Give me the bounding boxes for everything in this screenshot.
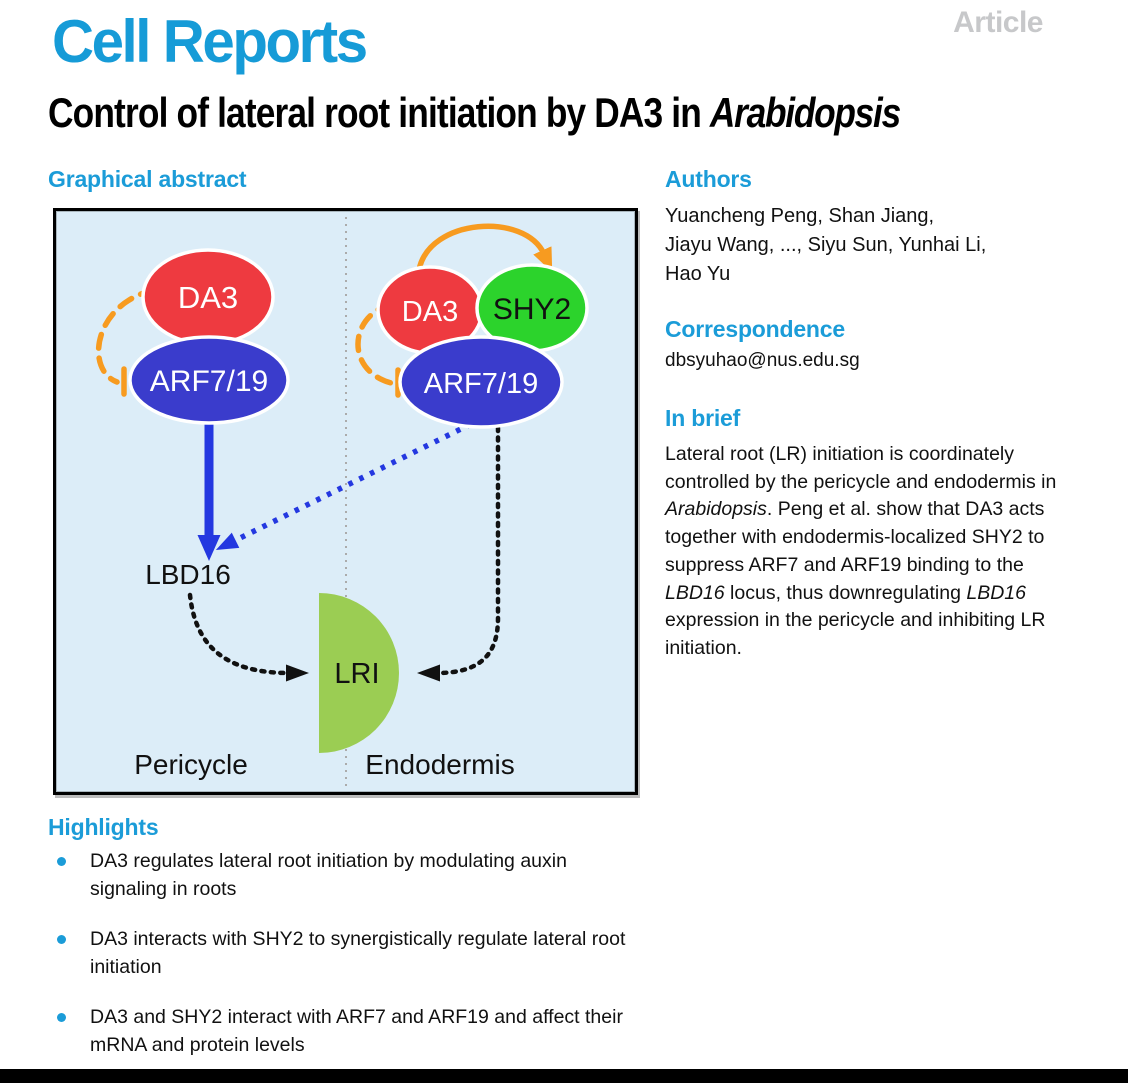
graphical-abstract-heading: Graphical abstract [48, 166, 247, 192]
arf-left-label: ARF7/19 [149, 365, 269, 398]
author-names [665, 202, 1089, 289]
highlight-text: DA3 regulates lateral root initiation by modulating auxin signaling in roots [90, 850, 567, 900]
brief-part: expression in the pericycle and inhibiting LR initiation. [665, 609, 1046, 659]
lbd16-label: LBD16 [145, 559, 231, 590]
highlight-text: DA3 interacts with SHY2 to synergistically regulate lateral root initiation [90, 928, 626, 978]
correspondence-heading: Correspondence [665, 316, 845, 342]
endodermis-to-lri-dotted-arrow [437, 428, 498, 673]
graphical-abstract-figure [53, 208, 638, 795]
da3-shy2-interaction-arrow [419, 226, 544, 270]
arf-right-to-lbd16-dotted-arrow [232, 424, 471, 542]
da3-right-label: DA3 [401, 296, 459, 328]
highlight-item [48, 1004, 648, 1059]
highlight-item [48, 926, 648, 981]
article-type-label: Article [953, 6, 1043, 39]
bullet-icon [57, 857, 66, 866]
highlight-item [48, 848, 648, 903]
in-brief-text [665, 441, 1085, 663]
brief-part: . Peng et al. show that DA3 acts together with endodermis-localized SHY2 to suppress ARF7 and ARF19 binding to the [665, 498, 1045, 576]
info-column [665, 166, 1089, 663]
pericycle-label: Pericycle [134, 749, 248, 780]
brief-italic-gene: LBD16 [966, 581, 1026, 604]
endodermis-label: Endodermis [365, 749, 515, 780]
brief-part: locus, thus downregulating [724, 581, 967, 604]
in-brief-heading: In brief [665, 405, 741, 431]
da3-left-label: DA3 [177, 280, 239, 315]
author-line: Hao Yu [665, 263, 731, 285]
highlights-heading: Highlights [48, 814, 159, 840]
authors-heading: Authors [665, 166, 752, 192]
brief-italic-gene: LBD16 [665, 581, 725, 604]
correspondence-email: dbsyuhao@nus.edu.sg [665, 350, 860, 371]
paper-title [48, 90, 900, 136]
brief-italic-species: Arabidopsis [665, 498, 767, 521]
bullet-icon [57, 1013, 66, 1022]
footer-bar [0, 1069, 1128, 1083]
author-line: Yuancheng Peng, Shan Jiang, [665, 205, 935, 227]
arf-right-label: ARF7/19 [423, 368, 539, 400]
author-line: Jiayu Wang, ..., Siyu Sun, Yunhai Li, [665, 234, 987, 256]
pathway-diagram [57, 212, 634, 791]
journal-logo: Cell Reports [52, 8, 366, 75]
lri-label: LRI [334, 658, 380, 690]
title-species-italic: Arabidopsis [709, 89, 900, 136]
bullet-icon [57, 935, 66, 944]
lbd16-to-lri-dotted-arrow [190, 595, 289, 673]
brief-part: Lateral root (LR) initiation is coordinately controlled by the pericycle and endodermis in [665, 443, 1057, 493]
title-text: Control of lateral root initiation by DA3 in [48, 89, 710, 136]
shy2-label: SHY2 [492, 293, 572, 326]
highlight-text: DA3 and SHY2 interact with ARF7 and ARF19 and affect their mRNA and protein levels [90, 1006, 623, 1056]
highlights-list [48, 848, 648, 1082]
